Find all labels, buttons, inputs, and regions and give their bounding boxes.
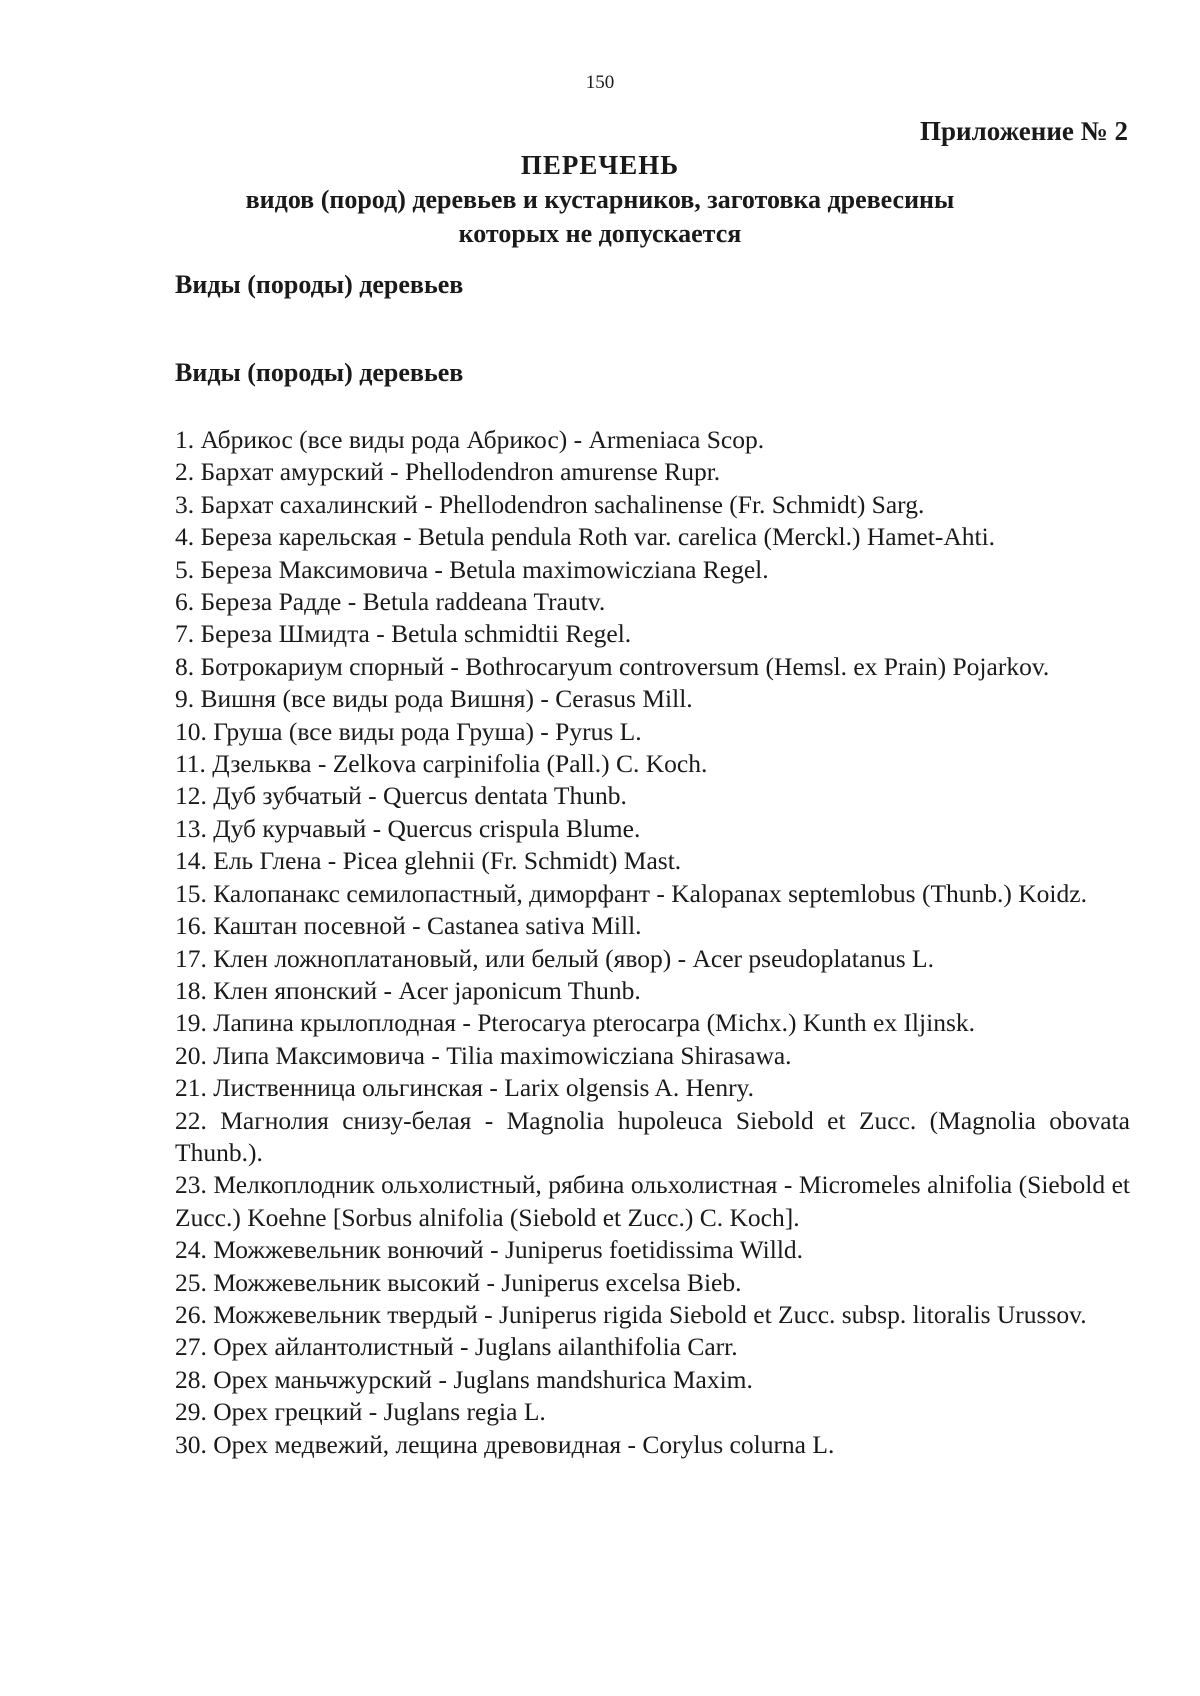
list-item: 29. Орех грецкий - Juglans regia L.	[175, 1397, 546, 1427]
list-item: 1. Абрикос (все виды рода Абрикос) - Armeniaca Scop.	[175, 425, 765, 454]
list-item: 28. Орех маньчжурский - Juglans mandshurica Maxim.	[175, 1364, 753, 1394]
list-item: 18. Клен японский - Acer japonicum Thunb.	[175, 975, 641, 1005]
list-item: 5. Береза Максимовича - Betula maximowicziana Regel.	[175, 554, 769, 584]
list-item: 14. Ель Глена - Picea glehnii (Fr. Schmidt) Mast.	[175, 846, 682, 876]
list-item: 26. Можжевельник твердый - Juniperus rigida Siebold et Zucc. subsp. litoralis Urussov.	[175, 1299, 1087, 1329]
list-item: 3. Бархат сахалинский - Phellodendron sachalinense (Fr. Schmidt) Sarg.	[175, 489, 925, 519]
list-item: 19. Лапина крылоплодная - Pterocarya pterocarpa (Michx.) Kunth ex Iljinsk.	[175, 1008, 975, 1038]
document-title: ПЕРЕЧЕНЬ	[520, 150, 680, 180]
list-item: 9. Вишня (все виды рода Вишня) - Cerasus Mill.	[175, 684, 693, 714]
list-item: 6. Береза Радде - Betula raddeana Trautv.	[175, 587, 606, 617]
section-heading-1: Виды (породы) деревьев	[175, 270, 464, 299]
list-item: 17. Клен ложноплатановый, или белый (явор) - Acer pseudoplatanus L.	[175, 943, 934, 973]
species-list	[175, 424, 1130, 1461]
list-item: 7. Береза Шмидта - Betula schmidtii Regel.	[175, 619, 632, 649]
list-item: 30. Орех медвежий, лещина древовидная - Corylus colurna L.	[175, 1429, 835, 1459]
list-item: 20. Липа Максимовича - Tilia maximowicziana Shirasawa.	[175, 1040, 792, 1070]
list-item: 12. Дуб зубчатый - Quercus dentata Thunb.	[175, 781, 627, 811]
list-item: 8. Ботрокариум спорный - Bothrocaryum controversum (Hemsl. ex Prain) Pojarkov.	[175, 651, 1050, 681]
page-number: 150	[585, 72, 615, 93]
subtitle-line-2: которых не допускается	[458, 219, 742, 248]
list-item: 4. Береза карельская - Betula pendula Roth var. carelica (Merckl.) Hamet-Ahti.	[175, 522, 996, 552]
appendix-label: Приложение № 2	[920, 116, 1128, 146]
list-item: 11. Дзельква - Zelkova carpinifolia (Pall.) C. Koch.	[175, 749, 708, 779]
list-item: 27. Орех айлантолистный - Juglans ailanthifolia Carr.	[175, 1332, 738, 1362]
list-item: 22. Магнолия снизу-белая - Magnolia hupoleuca Siebold et Zucc. (Magnolia obovata Thunb.).	[175, 1105, 1130, 1167]
list-item: 10. Груша (все виды рода Груша) - Pyrus L.	[175, 716, 642, 746]
list-item: 24. Можжевельник вонючий - Juniperus foetidissima Willd.	[175, 1235, 804, 1265]
list-item: 13. Дуб курчавый - Quercus crispula Blume.	[175, 813, 641, 843]
document-subtitle	[0, 183, 1200, 251]
subtitle-line-1: видов (пород) деревьев и кустарников, заготовка древесины	[245, 185, 955, 214]
list-item: 25. Можжевельник высокий - Juniperus excelsa Bieb.	[175, 1267, 742, 1297]
list-item: 16. Каштан посевной - Castanea sativa Mill.	[175, 911, 642, 941]
list-item: 2. Бархат амурский - Phellodendron amurense Rupr.	[175, 457, 721, 487]
list-item: 15. Калопанакс семилопастный, диморфант - Kalopanax septemlobus (Thunb.) Koidz.	[175, 878, 1087, 908]
section-heading-2: Виды (породы) деревьев	[175, 358, 464, 387]
list-item: 21. Лиственница ольгинская - Larix olgensis A. Henry.	[175, 1073, 755, 1103]
list-item: 23. Мелкоплодник ольхолистный, рябина ольхолистная - Micromeles alnifolia (Siebold et Zucc.) Koehne [Sorbus alnifolia (Siebold et Zucc.) C. Koch].	[175, 1170, 1130, 1232]
